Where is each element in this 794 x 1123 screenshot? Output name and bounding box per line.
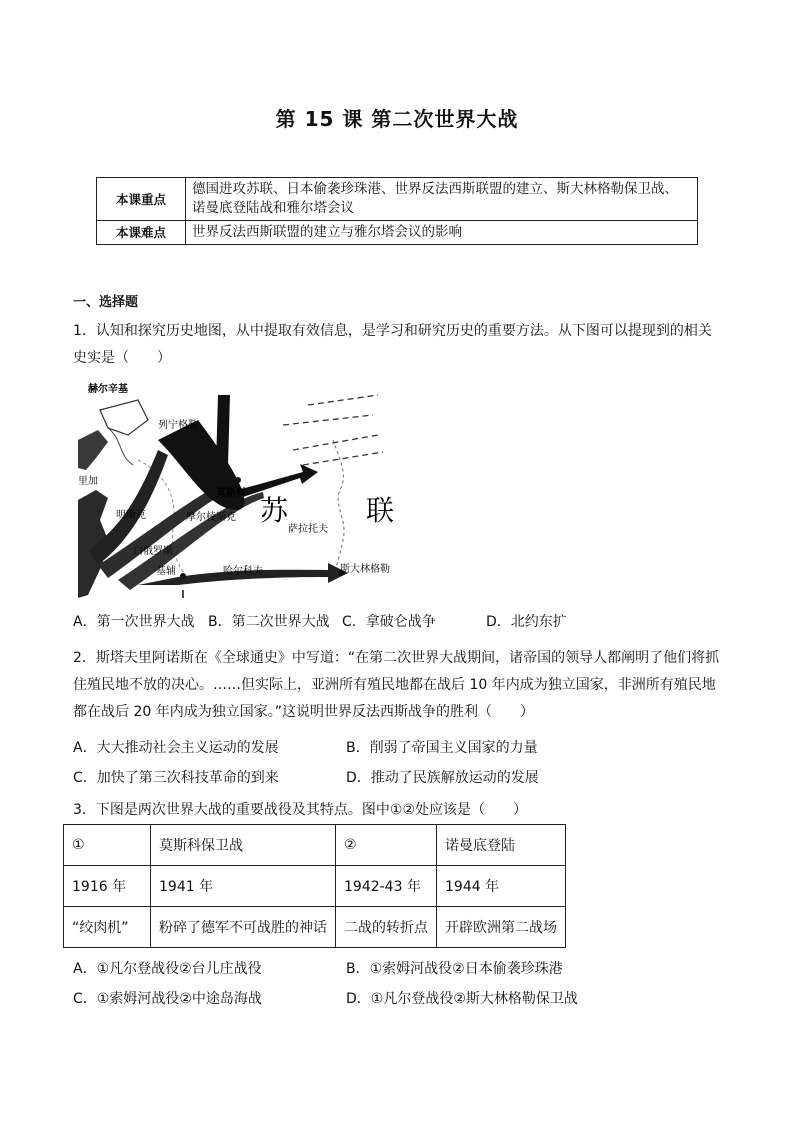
key-points-table [96,177,698,245]
table-cell: ② [336,825,437,866]
map-label-mogilev: 摩尔棱斯克 [186,512,236,523]
table-row [97,178,698,221]
battle-table [63,824,566,948]
table-row [97,221,698,245]
difficulty-label: 本课难点 [97,221,186,245]
map-label-minsk: 明斯克 [116,510,146,521]
map-label-kiev: 基辅 [156,566,176,577]
question-1-stem: 1．认知和探究历史地图，从中提取有效信息，是学习和研究历史的重要方法。从下图可以提现到的相关史实是（ ） [73,323,712,366]
map-label-soviet-2: 联 [366,494,395,527]
table-cell: 1916 年 [64,866,151,907]
table-row [64,866,566,907]
map-label-helsinki: 赫尔辛基 [88,384,128,395]
q2-option-a[interactable]: A．大大推动社会主义运动的发展 [73,740,279,756]
q3-option-c[interactable]: C．①索姆河战役②中途岛海战 [73,991,262,1007]
section-title: 一、选择题 [73,295,139,310]
q3-option-d[interactable]: D．①凡尔登战役②斯大林格勒保卫战 [346,991,578,1007]
q1-option-d[interactable]: D．北约东扩 [486,614,567,630]
key-point-content: 德国进攻苏联、日本偷袭珍珠港、世界反法西斯联盟的建立、斯大林格勒保卫战、诺曼底登陆战和雅尔塔会议 [186,178,698,221]
map-label-saratov: 萨拉托夫 [288,524,328,535]
table-cell: 1941 年 [151,866,336,907]
table-cell: 诺曼底登陆 [437,825,566,866]
map-label-stalingrad: 斯大林格勒 [340,564,390,575]
map-label-leningrad: 列宁格勒 [158,420,198,431]
map-label-riga: 里加 [78,476,98,487]
table-cell: 二战的转折点 [336,907,437,948]
q2-option-c[interactable]: C．加快了第三次科技革命的到来 [73,770,279,786]
q2-option-d[interactable]: D．推动了民族解放运动的发展 [346,770,539,786]
table-cell: 1942-43 年 [336,866,437,907]
question-2-stem: 2．斯塔夫里阿诺斯在《全球通史》中写道：“在第二次世界大战期间，诸帝国的领导人都阐明了他们将抓住殖民地不放的决心。……但实际上，亚洲所有殖民地都在战后 10 年内成为独立国家，非洲所有殖民地都在战后 20 年内成为独立国家。”这说明世界反法西斯战争的胜利（ ） [73,650,720,720]
table-cell: 粉碎了德军不可战胜的神话 [151,907,336,948]
map-label-belarus: 白俄罗斯 [133,546,173,557]
key-point-label: 本课重点 [97,178,186,221]
map-label-kharkov: 哈尔科夫 [223,566,263,577]
table-row [64,825,566,866]
question-3-stem: 3．下图是两次世界大战的重要战役及其特点。图中①②处应该是（ ） [73,802,528,818]
table-cell: ① [64,825,151,866]
map-label-soviet-1: 苏 [260,494,289,527]
table-row [64,907,566,948]
q1-option-a[interactable]: A．第一次世界大战 [73,614,195,630]
q2-option-b[interactable]: B．削弱了帝国主义国家的力量 [346,740,538,756]
table-cell: 莫斯科保卫战 [151,825,336,866]
q1-option-b[interactable]: B．第二次世界大战 [208,614,330,630]
table-cell: 开辟欧洲第二战场 [437,907,566,948]
table-cell: “绞肉机” [64,907,151,948]
historical-map [78,380,398,600]
table-cell: 1944 年 [437,866,566,907]
q3-option-a[interactable]: A．①凡尔登战役②台儿庄战役 [73,961,262,977]
page-title: 第 15 课 第二次世界大战 [275,107,519,131]
difficulty-content: 世界反法西斯联盟的建立与雅尔塔会议的影响 [186,221,698,245]
map-label-moscow: 莫斯科 [216,488,246,499]
q1-option-c[interactable]: C．拿破仑战争 [342,614,436,630]
q3-option-b[interactable]: B．①索姆河战役②日本偷袭珍珠港 [346,961,563,977]
